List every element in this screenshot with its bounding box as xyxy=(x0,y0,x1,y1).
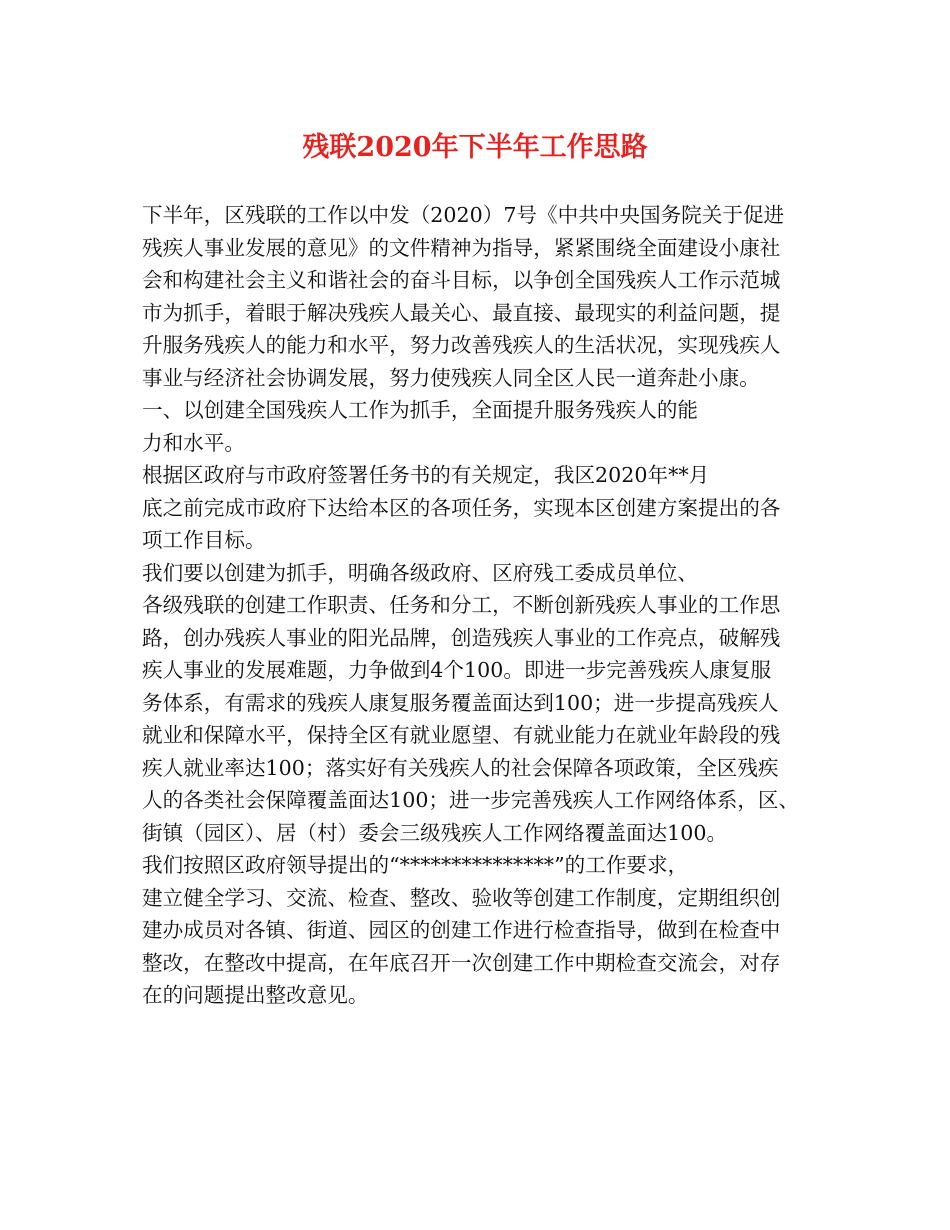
paragraph-work-requirements: 我们按照区政府领导提出的“***************”的工作要求， 建立健全学习、交流、检查、整改、验收等创建工作制度，定期组织创 建办成员对各镇、街道、园区的创建工作进行检查指导，做到在检查中 整改，在整改中提高，在年底召开一次创建工作中期检查交流会，对存 在的问题提出整改意见。 xyxy=(142,853,781,1007)
document-body xyxy=(142,199,822,1012)
paragraph-task-deadline: 根据区政府与市政府签署任务书的有关规定，我区2020年**月 底之前完成市政府下达给本区的各项任务，实现本区创建方案提出的各 项工作目标。 xyxy=(142,463,781,552)
paragraph-creation-goals: 我们要以创建为抓手，明确各级政府、区府残工委成员单位、 各级残联的创建工作职责、任务和分工，不断创新残疾人事业的工作思 路，创办残疾人事业的阳光品牌，创造残疾人事业的工作亮点，破解残 疾人事业的发展难题，力争做到4个100。即进一步完善残疾人康复服 务体系，有需求的残疾人康复服务覆盖面达到100；进一步提高残疾人 就业和保障水平，保持全区有就业愿望、有就业能力在就业年龄段的残 疾人就业率达100；落实好有关残疾人的社会保障各项政策，全区残疾 人的各类社会保障覆盖面达100；进一步完善残疾人工作网络体系，区、 街镇（园区）、居（村）委会三级残疾人工作网络覆盖面达100。 xyxy=(142,560,800,845)
paragraph-section-one-heading: 一、以创建全国残疾人工作为抓手，全面提升服务残疾人的能 力和水平。 xyxy=(142,398,699,455)
document-title: 残联2020年下半年工作思路 xyxy=(302,132,648,163)
paragraph-intro: 下半年，区残联的工作以中发（2020）7号《中共中央国务院关于促进 残疾人事业发展的意见》的文件精神为指导，紧紧围绕全面建设小康社 会和构建社会主义和谐社会的奋斗目标，以争创全国残疾人工作示范城 市为抓手，着眼于解决残疾人最关心、最直接、最现实的利益问题，提 升服务残疾人的能力和水平，努力改善残疾人的生活状况，实现残疾人 事业与经济社会协调发展，努力使残疾人同全区人民一道奔赴小康。 xyxy=(142,203,785,390)
